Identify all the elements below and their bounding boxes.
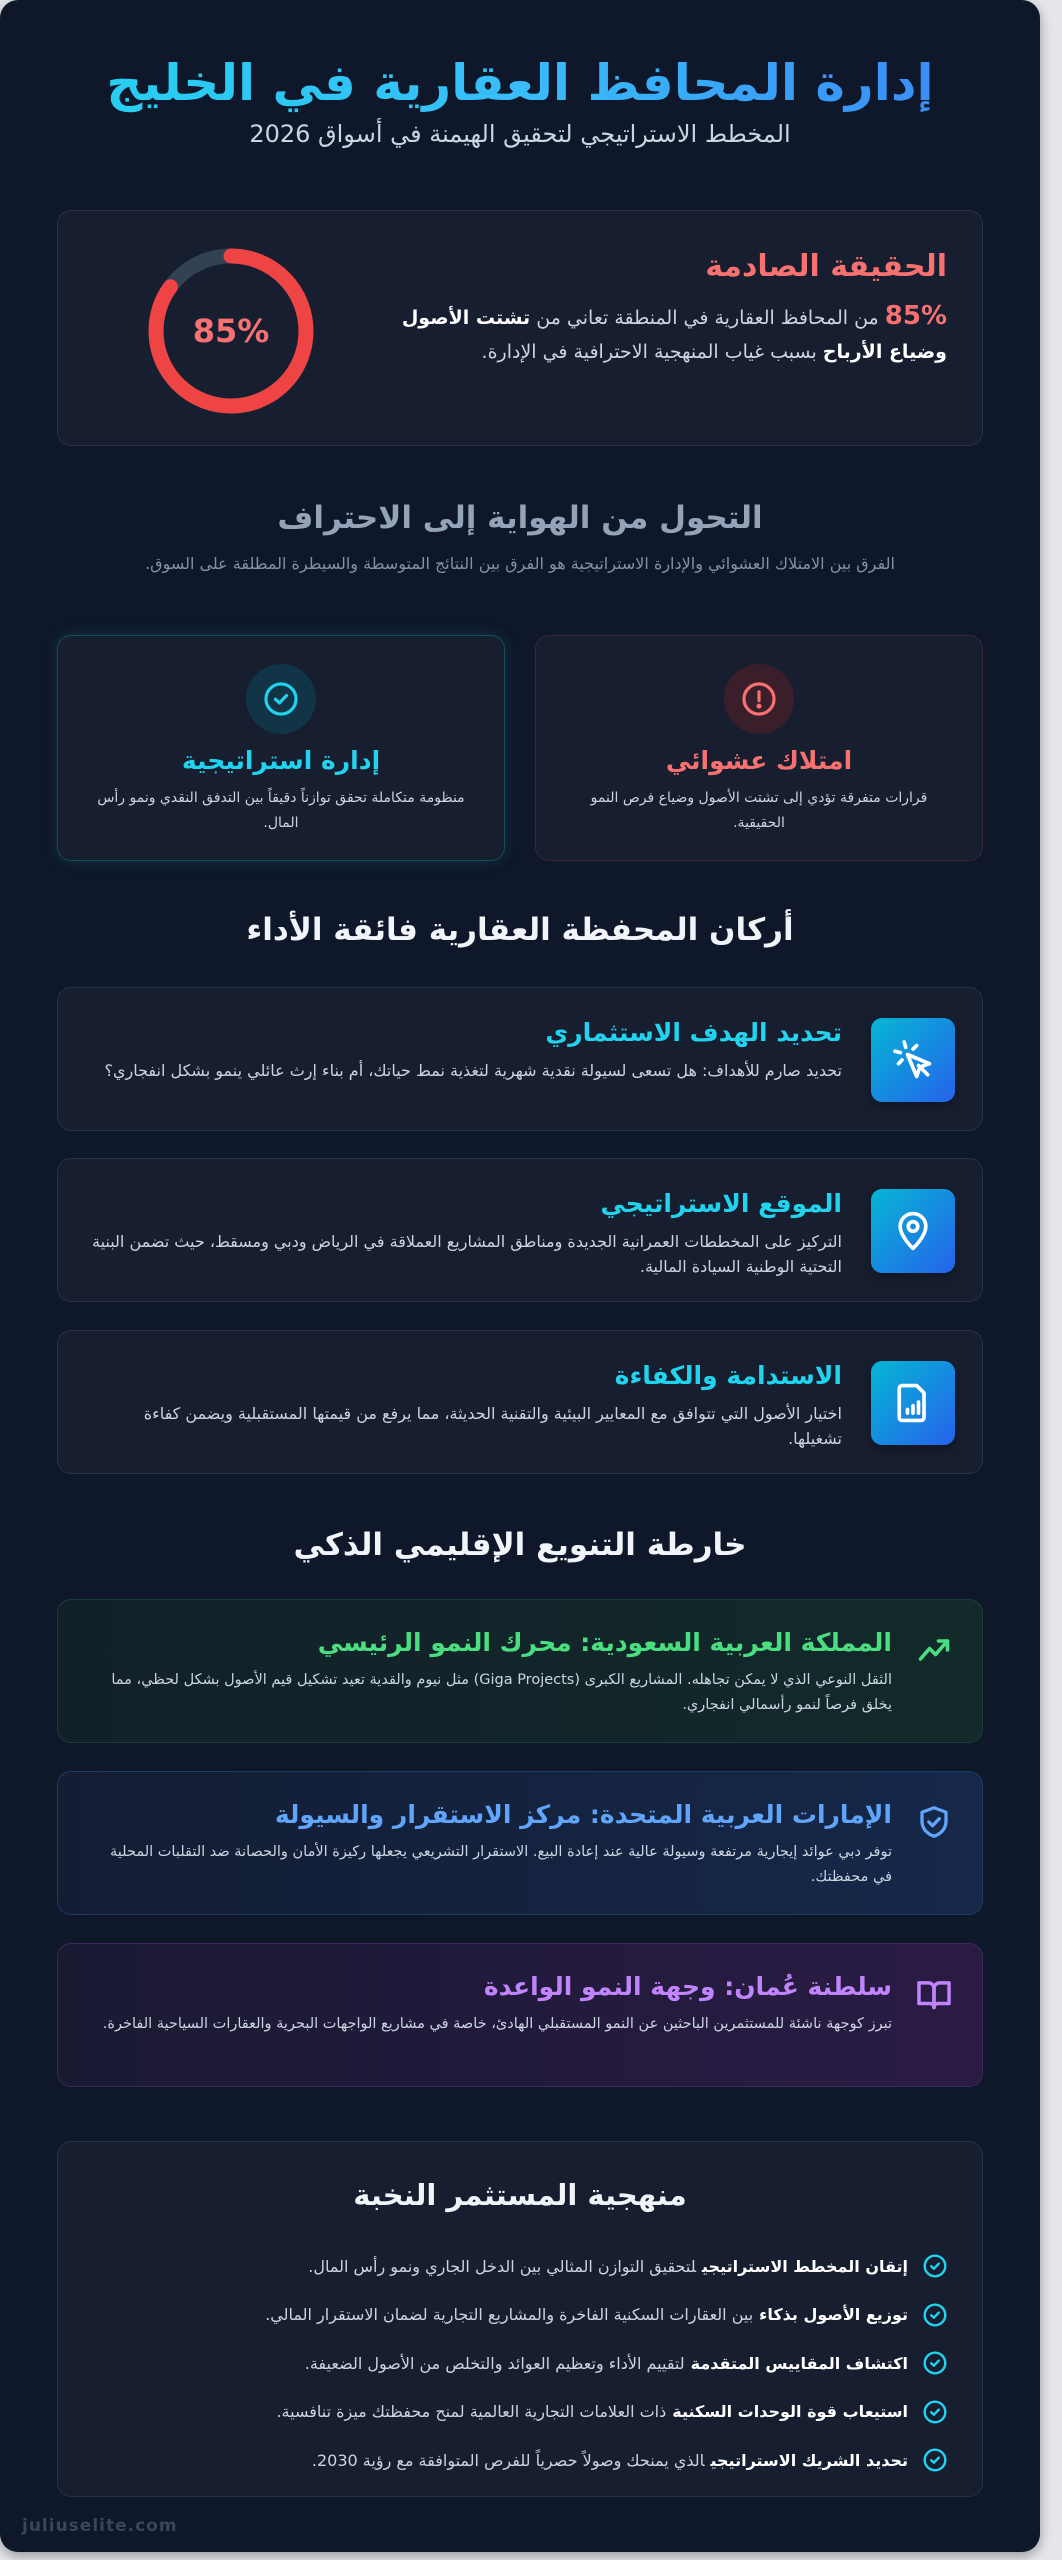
page-subtitle: المخطط الاستراتيجي لتحقيق الهيمنة في أسواق 2026 (249, 120, 791, 148)
card-text: منظومة متكاملة تحقق توازناً دقيقاً بين التدفق النقدي ونمو رأس المال. (97, 790, 465, 831)
check-circle-icon (922, 2350, 948, 2376)
region-title: المملكة العربية السعودية: محرك النمو الرئيسي (317, 1628, 892, 1657)
check-circle-icon (922, 2253, 948, 2279)
shield-check-icon (914, 1802, 954, 1842)
item-text: لتحقيق التوازن المثالي بين الدخل الجاري ونمو رأس المال. (308, 2256, 697, 2276)
card-text: قرارات متفرقة تؤدي إلى تشتت الأصول وضياع فرص النمو الحقيقية. (590, 790, 928, 831)
methodology-item (88, 2291, 948, 2340)
shift-section-subtitle: الفرق بين الامتلاك العشوائي والإدارة الاستراتيجية هو الفرق بين النتائج المتوسطة والسيطرة المطلقة على السوق. (145, 554, 895, 573)
methodology-item (88, 2242, 948, 2291)
item-bold: اكتشاف المقاييس المتقدمة (690, 2353, 908, 2373)
pillar-text: التركيز على المخططات العمرانية الجديدة ومناطق المشاريع العملاقة في الرياض ودبي ومسقط، حيث تضمن البنية التحتية الوطنية السيادة المالية. (91, 1232, 842, 1276)
region-text: الثقل النوعي الذي لا يمكن تجاهله. المشاريع الكبرى (Giga Projects) مثل نيوم والقدية تعيد تشكيل قيم الأصول بشكل لحظي، مما يخلق فرصاً لنمو رأسمالي انفجاري. (111, 1672, 892, 1713)
footer-brand: juliuselite.com (22, 2516, 178, 2536)
map-pin-icon (871, 1189, 955, 1273)
file-chart-icon (871, 1361, 955, 1445)
fact-title: الحقيقة الصادمة (705, 249, 947, 284)
check-circle-icon (246, 664, 316, 734)
pillar-investment-goal (57, 987, 983, 1131)
pillar-title: الاستدامة والكفاءة (614, 1361, 842, 1390)
alert-circle-icon (724, 664, 794, 734)
methodology-item (88, 2436, 948, 2485)
region-card-saudi (57, 1599, 983, 1743)
fact-text-bold: تشتت الأصول وضياع الأرباح (401, 307, 947, 363)
pillar-strategic-location (57, 1158, 983, 1302)
region-text: توفر دبي عوائد إيجارية مرتفعة وسيولة عالية عند إعادة البيع. الاستقرار التشريعي يجعلها ركيزة الأمان والحصانة ضد التقلبات المحلية في محفظتك. (110, 1844, 892, 1885)
card-title: إدارة استراتيجية (181, 746, 381, 775)
region-title: سلطنة عُمان: وجهة النمو الواعدة (483, 1972, 892, 2001)
item-text: الذي يمنحك وصولاً حصرياً للفرص المتوافقة مع رؤية 2030. (311, 2450, 705, 2470)
region-card-oman (57, 1943, 983, 2087)
item-text: لتقييم الأداء وتعظيم العوائد والتخلص من الأصول الضعيفة. (304, 2353, 685, 2373)
random-ownership-card (535, 635, 983, 861)
region-text: تبرز كوجهة ناشئة للمستثمرين الباحثين عن النمو المستقبلي الهادئ، خاصة في مشاريع الواجهات البحرية والعقارات السياحية الفاخرة. (102, 2016, 892, 2032)
trending-up-icon (914, 1630, 954, 1670)
fact-text-part: بسبب غياب المنهجية الاحترافية في الإدارة. (481, 341, 817, 363)
shocking-fact-card (57, 210, 983, 446)
check-circle-icon (922, 2399, 948, 2425)
pillars-section-title: أركان المحفظة العقارية فائقة الأداء (246, 912, 794, 948)
methodology-item (88, 2339, 948, 2388)
open-book-icon (914, 1974, 954, 2014)
card-title: امتلاك عشوائي (665, 746, 853, 775)
check-circle-icon (922, 2302, 948, 2328)
item-bold: توزيع الأصول بذكاء (759, 2305, 908, 2325)
strategic-management-card (57, 635, 505, 861)
pillar-sustainability (57, 1330, 983, 1474)
methodology-item (88, 2388, 948, 2437)
fact-text-part: من المحافظ العقارية في المنطقة تعاني من (536, 307, 879, 329)
cursor-click-icon (871, 1018, 955, 1102)
shift-section-title: التحول من الهواية إلى الاحتراف (277, 500, 763, 536)
item-text: بين العقارات السكنية الفاخرة والمشاريع التجارية لضمان الاستقرار المالي. (265, 2305, 754, 2325)
regions-section-title: خارطة التنويع الإقليمي الذكي (293, 1527, 747, 1563)
methodology-title: منهجية المستثمر النخبة (353, 2178, 687, 2212)
pillar-title: الموقع الاستراتيجي (600, 1189, 842, 1218)
region-title: الإمارات العربية المتحدة: مركز الاستقرار والسيولة (274, 1800, 892, 1829)
item-bold: إتقان المخطط الاستراتيجي (702, 2256, 908, 2276)
fact-percent: 85% (884, 301, 947, 331)
region-card-uae (57, 1771, 983, 1915)
elite-methodology-card (57, 2141, 983, 2497)
item-text: ذات العلامات التجارية العالمية لمنح محفظتك ميزة تنافسية. (276, 2402, 667, 2422)
pillar-text: اختيار الأصول التي تتوافق مع المعايير البيئية والتقنية الحديثة، مما يرفع من قيمتها المستقبلية ويضمن كفاءة تشغيلها. (143, 1404, 842, 1448)
item-bold: استيعاب قوة الوحدات السكنية (672, 2402, 908, 2422)
check-circle-icon (922, 2447, 948, 2473)
methodology-list (88, 2242, 948, 2485)
page-title: إدارة المحافظ العقارية في الخليج (0, 50, 1040, 116)
pillar-text: تحديد صارم للأهداف: هل تسعى لسيولة نقدية شهرية لتغذية نمط حياتك، أم بناء إرث عائلي ينمو بشكل انفجاري؟ (104, 1061, 842, 1080)
ring-percent-label: 85% (192, 312, 270, 350)
fact-text (387, 299, 947, 369)
item-bold: تحديد الشريك الاستراتيجي (710, 2450, 908, 2470)
pillar-title: تحديد الهدف الاستثماري (545, 1018, 842, 1047)
